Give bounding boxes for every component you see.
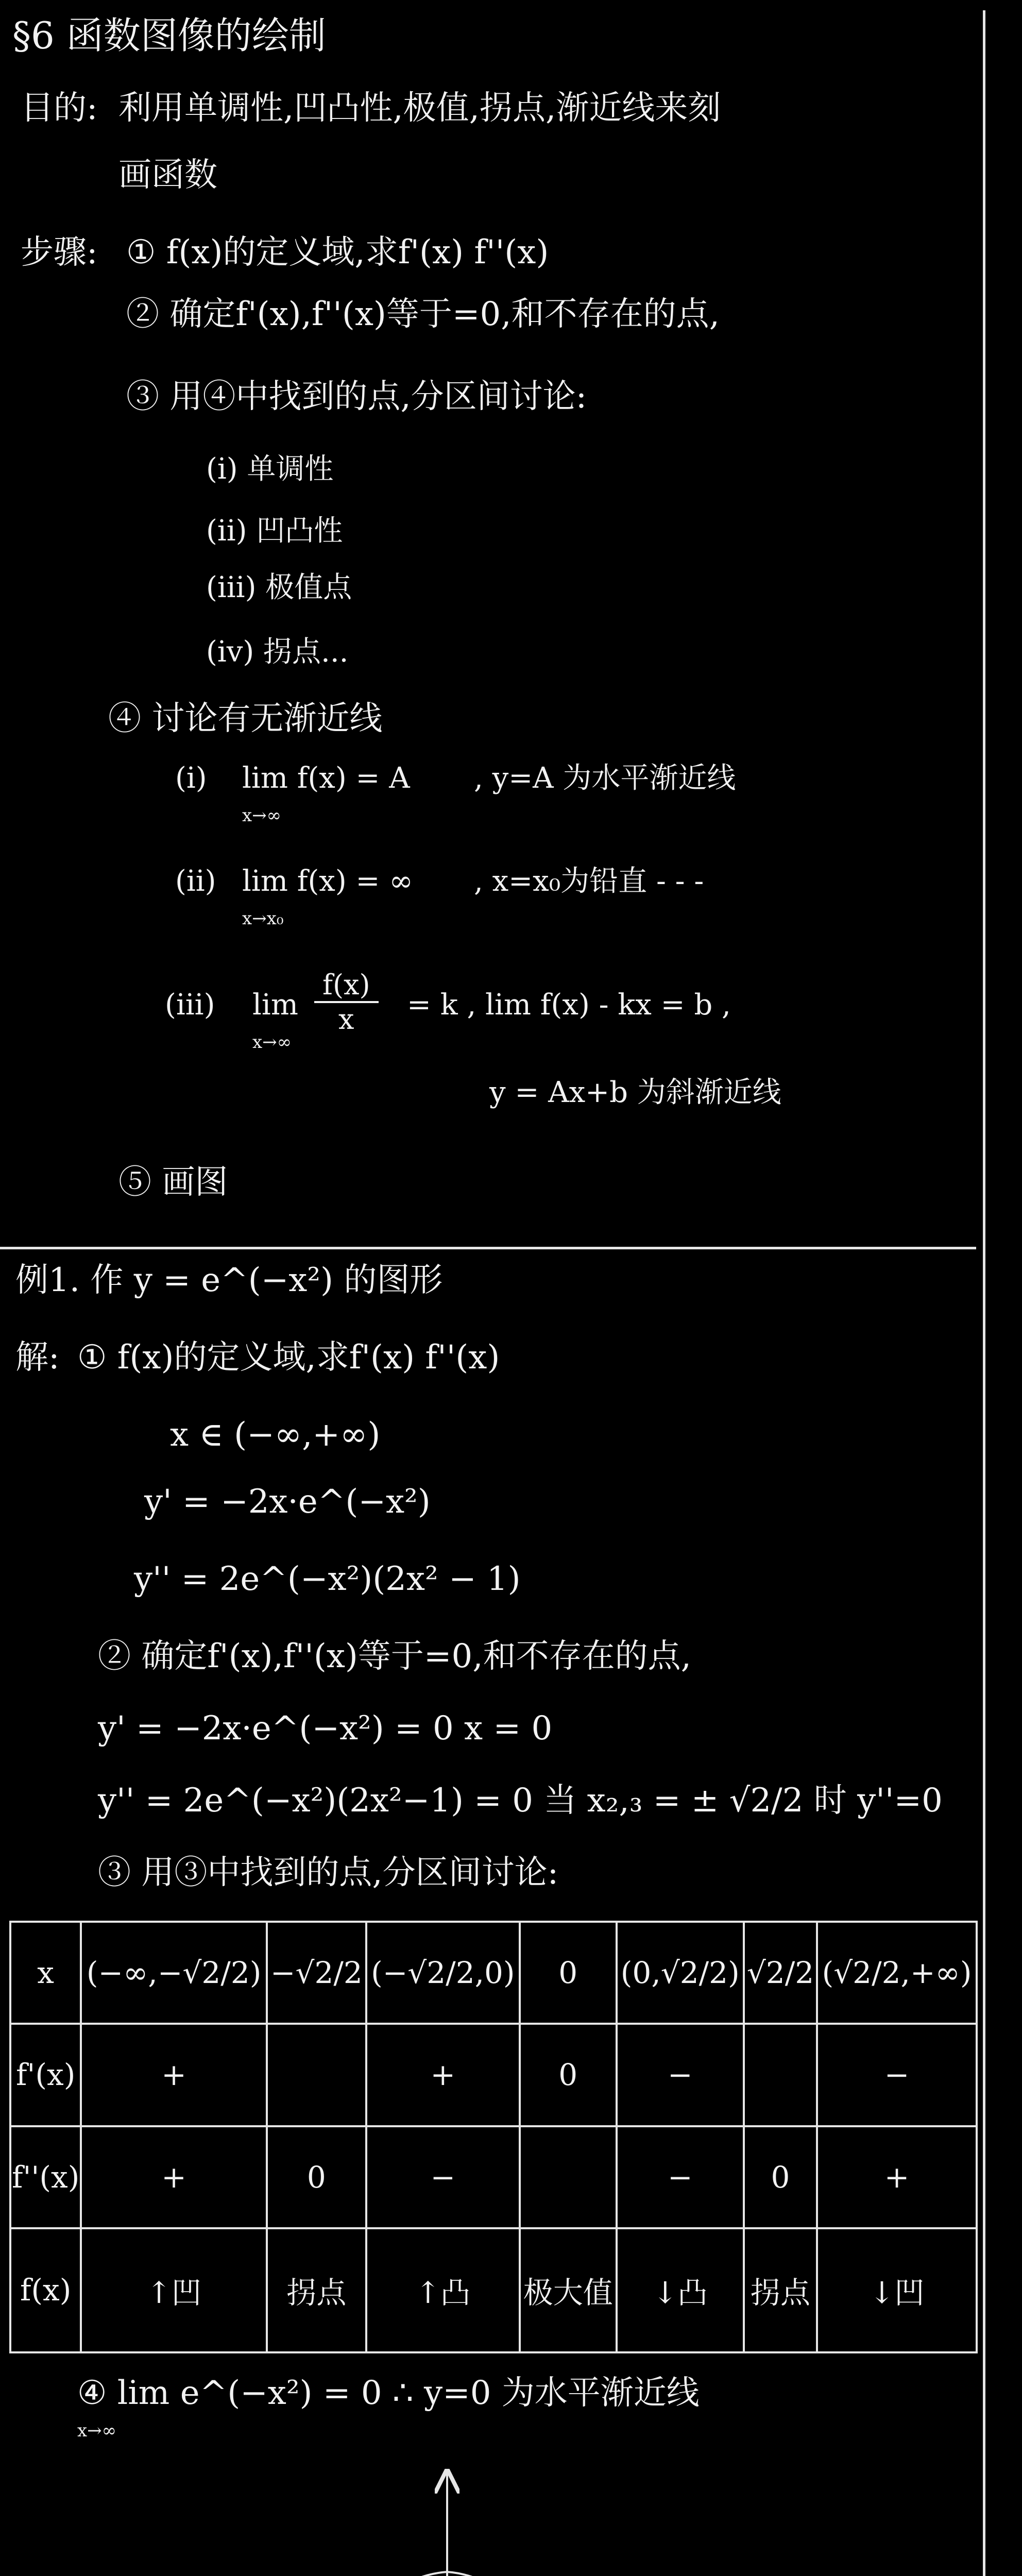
table-cell: (√2/2,+∞) — [817, 1922, 977, 2024]
example-1-solution-label: 解: — [15, 1338, 60, 1377]
table-cell: + — [366, 2024, 520, 2126]
bell-curve-sketch — [155, 2452, 824, 2576]
table-cell — [744, 2024, 817, 2126]
asym-case-2-sub: x→x₀ — [242, 908, 284, 929]
step-5: ⑤ 画图 — [118, 1163, 228, 1201]
asym-case-2-lim: lim f(x) = ∞ — [242, 865, 413, 898]
table-cell: √2/2 — [744, 1922, 817, 2024]
table-row — [10, 2024, 977, 2126]
example-1-line-7: y'' = 2e^(−x²)(2x²−1) = 0 当 x₂,₃ = ± √2/2 时 y''=0 — [98, 1782, 943, 1820]
example-1-line-1: ① f(x)的定义域,求f'(x) f''(x) — [77, 1338, 500, 1377]
example-1-line-2: x ∈ (−∞,+∞) — [170, 1416, 381, 1454]
example-1-asymptote: ④ lim e^(−x²) = 0 ∴ y=0 为水平渐近线 — [77, 2374, 700, 2412]
step-3-item-4: (iv) 拐点... — [206, 635, 349, 669]
table-row — [10, 2228, 977, 2352]
step-2: ② 确定f'(x),f''(x)等于=0,和不存在的点, — [126, 295, 720, 333]
table-cell — [267, 2024, 366, 2126]
table-cell: ↓凹 — [817, 2228, 977, 2352]
asym-case-3-sub: x→∞ — [252, 1032, 292, 1053]
curve-e-minus-x-squared — [196, 2572, 716, 2576]
table-cell: − — [617, 2126, 744, 2228]
asym-case-1-num: (i) — [175, 761, 207, 795]
table-cell: − — [617, 2024, 744, 2126]
table-cell: 极大值 — [520, 2228, 617, 2352]
divider-1 — [0, 1247, 976, 1249]
asym-case-1-result: , y=A 为水平渐近线 — [474, 761, 736, 795]
right-margin-line — [983, 10, 985, 2576]
table-cell: + — [81, 2024, 267, 2126]
example-1-line-4: y'' = 2e^(−x²)(2x² − 1) — [134, 1560, 521, 1598]
example-1-line-3: y' = −2x·e^(−x²) — [144, 1483, 431, 1521]
table-cell — [520, 2126, 617, 2228]
table-cell: − — [817, 2024, 977, 2126]
table-cell: 拐点 — [744, 2228, 817, 2352]
asym-case-1-lim: lim f(x) = A — [242, 761, 410, 795]
asym-case-1-sub: x→∞ — [242, 805, 281, 826]
table-cell: − — [366, 2126, 520, 2228]
goal-label: 目的: — [21, 89, 98, 127]
asym-case-3-num: (iii) — [165, 988, 215, 1022]
goal-text-cont: 画函数 — [118, 156, 217, 194]
page-title: §6 函数图像的绘制 — [12, 14, 326, 57]
table-cell: x — [10, 1922, 81, 2024]
table-cell: ↑凸 — [366, 2228, 520, 2352]
asym-case-2-num: (ii) — [175, 865, 216, 898]
table-cell: f''(x) — [10, 2126, 81, 2228]
table-cell: (−∞,−√2/2) — [81, 1922, 267, 2024]
example-1-title: 例1. 作 y = e^(−x²) 的图形 — [15, 1261, 443, 1299]
example-1-line-5: ② 确定f'(x),f''(x)等于=0,和不存在的点, — [98, 1637, 691, 1675]
goal-text: 利用单调性,凹凸性,极值,拐点,渐近线来刻 — [118, 89, 721, 127]
example-1-line-6: y' = −2x·e^(−x²) = 0 x = 0 — [98, 1709, 553, 1748]
table-cell: + — [817, 2126, 977, 2228]
asym-case-3-result: y = Ax+b 为斜渐近线 — [489, 1076, 781, 1109]
table-row — [10, 2126, 977, 2228]
step-3: ③ 用④中找到的点,分区间讨论: — [126, 378, 587, 416]
table-cell: f'(x) — [10, 2024, 81, 2126]
sign-table — [9, 1921, 978, 2353]
table-cell: (−√2/2,0) — [366, 1922, 520, 2024]
table-cell: ↑凹 — [81, 2228, 267, 2352]
table-header-row — [10, 1922, 977, 2024]
asym-case-3-eq: = k , lim f(x) - kx = b , — [407, 988, 731, 1022]
table-cell: + — [81, 2126, 267, 2228]
table-cell: ↓凸 — [617, 2228, 744, 2352]
table-cell: −√2/2 — [267, 1922, 366, 2024]
table-cell: 拐点 — [267, 2228, 366, 2352]
step-3-item-1: (i) 单调性 — [206, 452, 334, 486]
asym-case-2-result: , x=x₀为铅直 - - - — [474, 865, 704, 898]
table-cell: 0 — [267, 2126, 366, 2228]
steps-label: 步骤: — [21, 233, 98, 272]
step-1: ① f(x)的定义域,求f'(x) f''(x) — [126, 233, 549, 272]
example-1-asymptote-sub: x→∞ — [77, 2420, 116, 2441]
table-cell: 0 — [520, 2024, 617, 2126]
table-cell: 0 — [520, 1922, 617, 2024]
step-4: ④ 讨论有无渐近线 — [108, 700, 383, 738]
step-3-item-2: (ii) 凹凸性 — [206, 514, 343, 548]
asym-case-3-fraction — [314, 969, 379, 1036]
table-cell: (0,√2/2) — [617, 1922, 744, 2024]
fraction-denominator: x — [338, 1003, 354, 1036]
table-cell: f(x) — [10, 2228, 81, 2352]
step-3-item-3: (iii) 极值点 — [206, 571, 352, 604]
example-1-line-8: ③ 用③中找到的点,分区间讨论: — [98, 1854, 559, 1892]
table-cell: 0 — [744, 2126, 817, 2228]
fraction-numerator: f(x) — [314, 969, 379, 1003]
asym-case-3-lim: lim — [252, 988, 298, 1022]
